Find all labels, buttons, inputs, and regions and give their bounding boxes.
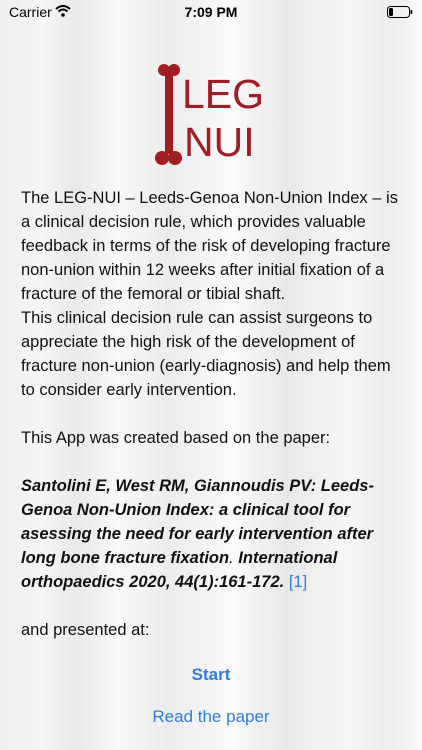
bone-icon xyxy=(155,64,182,165)
logo-text-nui: NUI xyxy=(184,119,255,165)
logo-text-leg: LEG xyxy=(182,71,265,117)
paper-citation xyxy=(21,474,405,594)
intro-text xyxy=(21,186,405,642)
presented-label: and presented at: xyxy=(21,621,150,639)
reference-link[interactable]: [1] xyxy=(288,573,308,591)
battery-icon xyxy=(387,5,413,21)
app-logo xyxy=(150,62,270,170)
description-paragraph: The LEG-NUI – Leeds-Genoa Non-Union Index – is a clinical decision rule, which provides valuable feedback in terms of the risk of developing fracture non-union within 12 weeks after initial fixation of a fracture of the femoral or tibial shaft. xyxy=(21,189,398,303)
clock: 7:09 PM xyxy=(184,4,238,20)
citation-journal: International orthopaedics 2020, 44(1):161-172. xyxy=(21,549,338,591)
citation-authors-title: Santolini E, West RM, Giannoudis PV: Leeds-Genoa Non-Union Index: a clinical tool for asessing the need for early intervention after long bone fracture fixation xyxy=(21,477,374,567)
read-paper-button[interactable]: Read the paper xyxy=(152,707,270,726)
carrier-label: Carrier xyxy=(9,4,52,20)
source-intro: This App was created based on the paper: xyxy=(21,429,331,447)
citation-separator: . xyxy=(229,549,239,567)
status-bar xyxy=(0,0,422,24)
start-button[interactable]: Start xyxy=(191,665,231,684)
purpose-paragraph: This clinical decision rule can assist surgeons to appreciate the high risk of the development of fracture non-union (early-diagnosis) and help them to consider early intervention. xyxy=(21,309,391,399)
